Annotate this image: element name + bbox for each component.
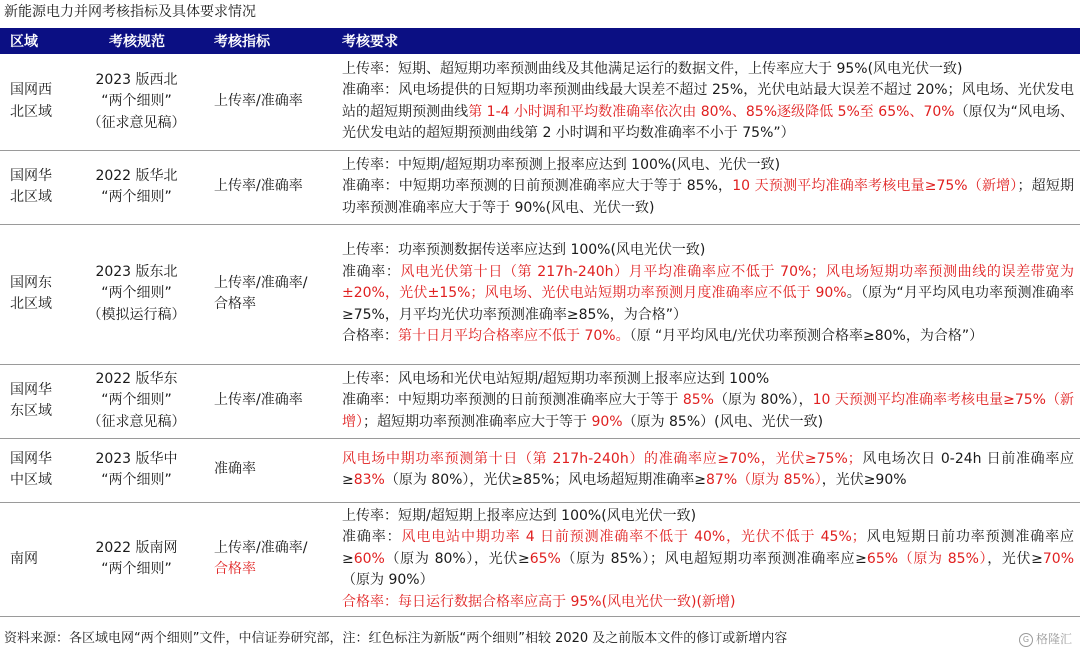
requirement-text: （原为 90%） (342, 572, 434, 588)
metric-text: 上传率/准确率 (214, 93, 303, 109)
metric-cell (206, 438, 338, 502)
region-line: 国网华 (10, 381, 52, 398)
spec-line: “两个细则” (101, 392, 172, 409)
region-line: 南网 (10, 550, 38, 567)
metric-cell (206, 150, 338, 224)
requirement-cell (338, 438, 1080, 502)
requirement-text: 风电光伏第十日（第 217h-240h）月平均准确率应不低于 70%；风电场短期功率预测曲线的误差带宽为±20%，光伏±15%；风电场、光伏电站短期功率预测月度准确率应不低于 90% (342, 263, 1075, 302)
requirement-paragraph (342, 369, 1074, 391)
requirement-text: 上传率：短期/超短期上报率应达到 100%(风电光伏一致) (342, 507, 697, 524)
requirement-cell (338, 502, 1080, 617)
requirement-paragraph (342, 155, 1074, 177)
metric-line (214, 273, 338, 295)
spec-cell (67, 502, 206, 617)
region-cell (0, 224, 67, 364)
requirement-text: 10 天预测平均准确率考核电量≥75%（新增） (342, 392, 1074, 430)
metric-line (214, 390, 338, 412)
spec-line: （征求意见稿） (87, 413, 186, 430)
requirement-text: 83% (353, 472, 385, 488)
region-line: 国网西 (10, 82, 52, 99)
requirement-paragraph (342, 527, 1074, 592)
region-cell (0, 502, 67, 617)
requirement-text: 。（原为“月平均风电功率预测准确率≥75%，月平均光伏功率预测准确率≥85%，为合格”） (342, 285, 1074, 323)
requirement-text: 准确率：中短期功率预测的日前预测准确率应大于等于 (342, 392, 683, 409)
header-requirements: 考核要求 (338, 28, 1080, 54)
table-row (0, 224, 1080, 364)
watermark-logo-icon: G (1019, 633, 1033, 647)
spec-cell (67, 364, 206, 438)
requirement-text: 87%（原为 85%） (706, 472, 822, 488)
requirement-text: 准确率：中短期功率预测的日前预测准确率应大于等于 85%， (342, 178, 733, 195)
region-cell (0, 150, 67, 224)
requirement-text: 风电场次日 0-24h 日前准确率应≥ (342, 450, 1074, 488)
requirement-paragraph (342, 506, 1074, 528)
watermark-text: 格隆汇 (1035, 632, 1072, 646)
requirement-text: 准确率： (342, 529, 402, 545)
spec-line: 2022 版华北 (95, 167, 178, 184)
spec-line: “两个细则” (101, 561, 172, 578)
requirement-text: （原为 80%）， (713, 392, 813, 409)
requirement-text: 60% (353, 550, 385, 567)
requirement-text: （原为 80%），光伏≥85%；风电场超短期准确率≥ (384, 472, 707, 488)
requirement-cell (338, 224, 1080, 364)
metric-text: 上传率/准确率 (214, 178, 303, 195)
spec-cell (67, 438, 206, 502)
table-row (0, 54, 1080, 150)
region-cell (0, 364, 67, 438)
metric-text: 合格率 (214, 296, 256, 312)
region-cell (0, 438, 67, 502)
region-line: 东区域 (10, 403, 52, 419)
requirement-paragraph (342, 326, 1074, 348)
requirement-text: 上传率：短期、超短期功率预测曲线及其他满足运行的数据文件，上传率应大于 95%(风电光伏一致) (342, 60, 963, 77)
requirement-text: 风电短期日前功率预测准确率应≥ (342, 529, 1075, 567)
requirement-text: 85% (682, 392, 714, 409)
table-title: 新能源电力并网考核指标及具体要求情况 (4, 4, 256, 20)
region-line: 国网华 (10, 450, 52, 467)
requirement-text: ，光伏≥ (987, 550, 1043, 567)
requirement-text: 合格率：每日运行数据合格率应高于 95%(风电光伏一致)(新增) (342, 593, 736, 610)
requirement-text: （原为 85%）(风电、光伏一致) (622, 413, 824, 430)
metric-line (214, 91, 338, 113)
requirement-cell (338, 364, 1080, 438)
spec-line: （模拟运行稿） (87, 306, 186, 323)
requirement-text: 合格率： (342, 328, 398, 345)
region-line: 国网东 (10, 274, 52, 291)
spec-line: 2023 版华中 (95, 450, 178, 467)
requirement-text: （原为 85%）；风电超短期功率预测准确率应≥ (560, 550, 867, 567)
requirement-text: （原为 80%），光伏≥ (384, 550, 530, 567)
spec-line: “两个细则” (101, 189, 172, 205)
spec-line: 2023 版西北 (95, 71, 178, 88)
table-row (0, 438, 1080, 502)
metric-line (214, 294, 338, 316)
spec-line: “两个细则” (101, 93, 172, 109)
region-line: 国网华 (10, 167, 52, 184)
metric-cell (206, 364, 338, 438)
metric-cell (206, 224, 338, 364)
requirement-cell (338, 54, 1080, 150)
requirement-cell (338, 150, 1080, 224)
region-cell (0, 54, 67, 150)
metric-cell (206, 502, 338, 617)
spec-line: 2023 版东北 (95, 263, 178, 280)
region-line: 北区域 (10, 103, 52, 120)
requirement-text: ；超短期功率预测准确率应大于等于 90%(风电、光伏一致) (342, 178, 1074, 216)
metric-line (214, 176, 338, 198)
requirement-paragraph (342, 176, 1074, 219)
requirement-text: 90% (591, 413, 623, 430)
header-metric: 考核指标 (206, 28, 338, 54)
metric-text: 上传率/准确率 (214, 392, 303, 409)
requirement-text: 第 1-4 小时调和平均数准确率依次由 80%、85%逐级降低 5%至 65%、70% (468, 103, 955, 120)
requirement-text: 风电电站中期功率 4 日前预测准确率不低于 40%，光伏不低于 45%； (401, 529, 866, 545)
requirement-paragraph (342, 262, 1074, 327)
metric-cell (206, 54, 338, 150)
header-region: 区域 (0, 28, 67, 54)
requirement-text: 65%（原为 85%） (866, 550, 988, 567)
requirement-text: 风电场中期功率预测第十日（第 217h-240h）的准确率应≥70%，光伏≥75%； (342, 450, 862, 467)
requirement-paragraph (342, 80, 1074, 145)
spec-cell (67, 224, 206, 364)
requirement-text: 第十日月平均合格率应不低于 70%。 (398, 328, 630, 345)
requirement-text: 上传率：中短期/超短期功率预测上报率应达到 100%(风电、光伏一致) (342, 156, 781, 173)
requirement-text: ；超短期功率预测准确率应大于等于 (363, 413, 592, 430)
requirement-paragraph (342, 449, 1074, 492)
metric-text: 上传率/准确率/ (214, 539, 308, 556)
requirement-text: 65% (529, 550, 561, 567)
spec-line: “两个细则” (101, 472, 172, 488)
watermark (1019, 630, 1072, 647)
region-line: 中区域 (10, 472, 52, 488)
requirement-text: 上传率：风电场和光伏电站短期/超短期功率预测上报率应达到 100% (342, 370, 770, 387)
requirement-text: （原仅为“风电场、光伏发电站的超短期预测曲线第 2 小时调和平均数准确率不小于 75%”） (342, 103, 1075, 142)
requirement-paragraph (342, 240, 1074, 262)
spec-line: 2022 版华东 (95, 370, 178, 387)
requirement-paragraph (342, 390, 1074, 433)
requirement-paragraph (342, 592, 1074, 614)
metric-line (214, 559, 338, 581)
spec-line: “两个细则” (101, 285, 172, 302)
spec-line: 2022 版南网 (95, 539, 178, 556)
requirement-text: 准确率： (342, 263, 401, 280)
metric-text: 上传率/准确率/ (214, 274, 308, 291)
region-line: 北区域 (10, 296, 52, 312)
requirement-text: ，光伏≥90% (821, 472, 907, 488)
table-header-row (0, 28, 1080, 54)
region-line: 北区域 (10, 189, 52, 205)
source-note: 资料来源：各区域电网“两个细则”文件，中信证券研究部，注：红色标注为新版“两个细则”相较 2020 及之前版本文件的修订或新增内容 (4, 631, 788, 646)
spec-cell (67, 150, 206, 224)
assessment-table (0, 28, 1080, 617)
spec-cell (67, 54, 206, 150)
requirement-text: 上传率：功率预测数据传送率应达到 100%(风电光伏一致) (342, 242, 706, 259)
header-spec: 考核规范 (67, 28, 206, 54)
table-row (0, 502, 1080, 617)
requirement-text: 70% (1042, 550, 1075, 567)
metric-text: 合格率 (214, 561, 256, 578)
metric-text: 准确率 (214, 461, 256, 478)
metric-line (214, 538, 338, 560)
spec-line: （征求意见稿） (87, 114, 186, 131)
requirement-text: （原 “月平均风电/光伏功率预测合格率≥80%，为合格”） (629, 328, 984, 345)
requirement-paragraph (342, 59, 1074, 81)
requirement-text: 10 天预测平均准确率考核电量≥75%（新增） (732, 178, 1018, 195)
metric-line (214, 459, 338, 481)
requirement-text: 准确率：风电场提供的日短期功率预测曲线最大误差不超过 25%，光伏电站最大误差不超过 20%；风电场、光伏发电站的超短期预测曲线 (342, 82, 1074, 120)
table-row (0, 150, 1080, 224)
table-row (0, 364, 1080, 438)
